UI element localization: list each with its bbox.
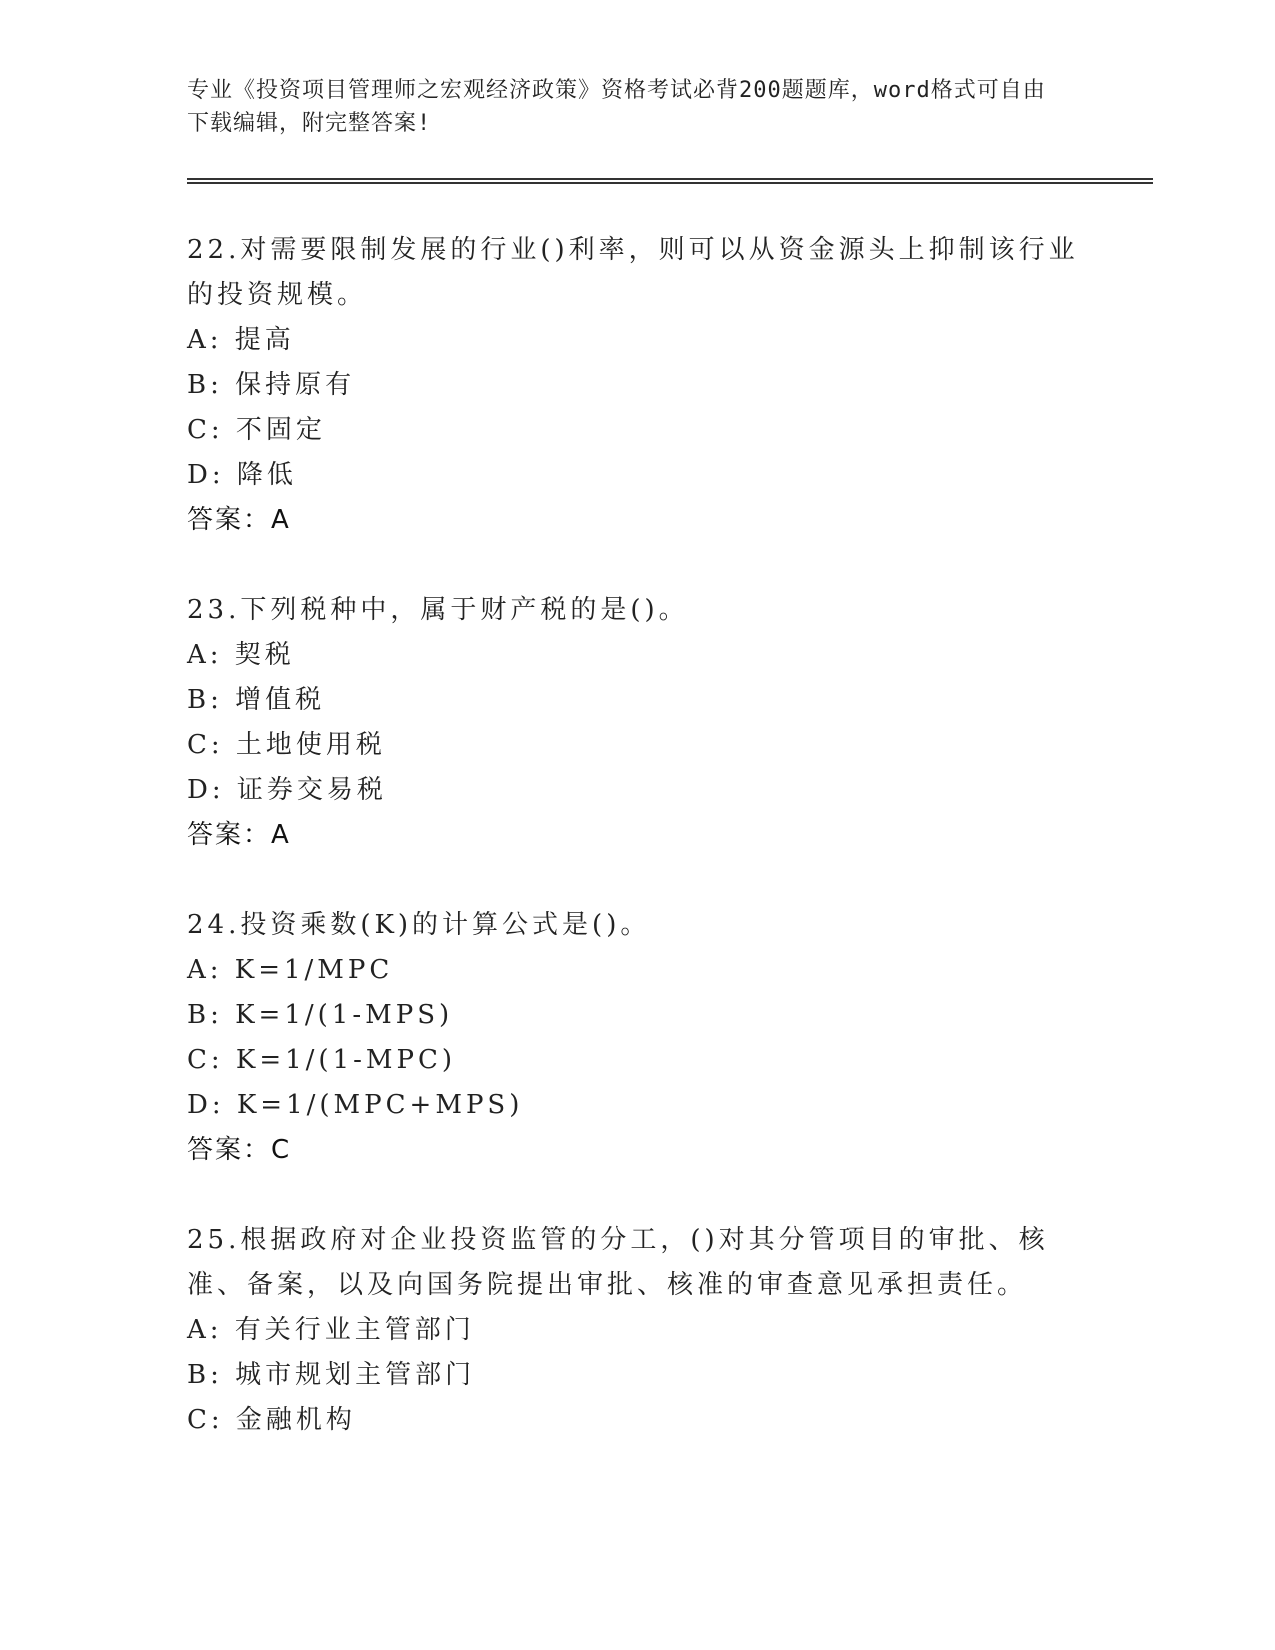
- header-divider: [187, 178, 1153, 184]
- option-list: [187, 948, 1087, 1128]
- option-list: [187, 1308, 1087, 1443]
- option-a: A: 契税: [187, 640, 295, 670]
- document-intro: 专业《投资项目管理师之宏观经济政策》资格考试必背200题题库，word格式可自由下载编辑，附完整答案!: [187, 78, 1046, 136]
- question-stem: 24.投资乘数(K)的计算公式是()。: [187, 910, 651, 940]
- option-c: C: 土地使用税: [187, 730, 386, 760]
- option-b: B: 城市规划主管部门: [187, 1360, 476, 1390]
- question-22: [187, 228, 1087, 543]
- question-stem: 25.根据政府对企业投资监管的分工，()对其分管项目的审批、核准、备案，以及向国务院提出审批、核准的审查意见承担责任。: [187, 1225, 1049, 1300]
- question-stem: 23.下列税种中，属于财产税的是()。: [187, 595, 689, 625]
- question-23: [187, 588, 1087, 858]
- option-a: A: 提高: [187, 325, 295, 355]
- option-c: C: 不固定: [187, 415, 326, 445]
- answer-line: 答案：A: [187, 505, 291, 535]
- question-25: [187, 1218, 1087, 1443]
- option-c: C: K=1/(1-MPC): [187, 1045, 457, 1075]
- option-a: A: K=1/MPC: [187, 955, 394, 985]
- option-d: D: 降低: [187, 460, 297, 490]
- option-list: [187, 318, 1087, 498]
- answer-line: 答案：A: [187, 820, 291, 850]
- question-stem: 22.对需要限制发展的行业()利率，则可以从资金源头上抑制该行业的投资规模。: [187, 235, 1079, 310]
- option-list: [187, 633, 1087, 813]
- option-d: D: K=1/(MPC+MPS): [187, 1090, 524, 1120]
- option-d: D: 证券交易税: [187, 775, 387, 805]
- option-c: C: 金融机构: [187, 1405, 356, 1435]
- option-b: B: 保持原有: [187, 370, 356, 400]
- option-a: A: 有关行业主管部门: [187, 1315, 475, 1345]
- question-24: [187, 903, 1087, 1173]
- option-b: B: K=1/(1-MPS): [187, 1000, 454, 1030]
- answer-line: 答案：C: [187, 1135, 292, 1165]
- option-b: B: 增值税: [187, 685, 326, 715]
